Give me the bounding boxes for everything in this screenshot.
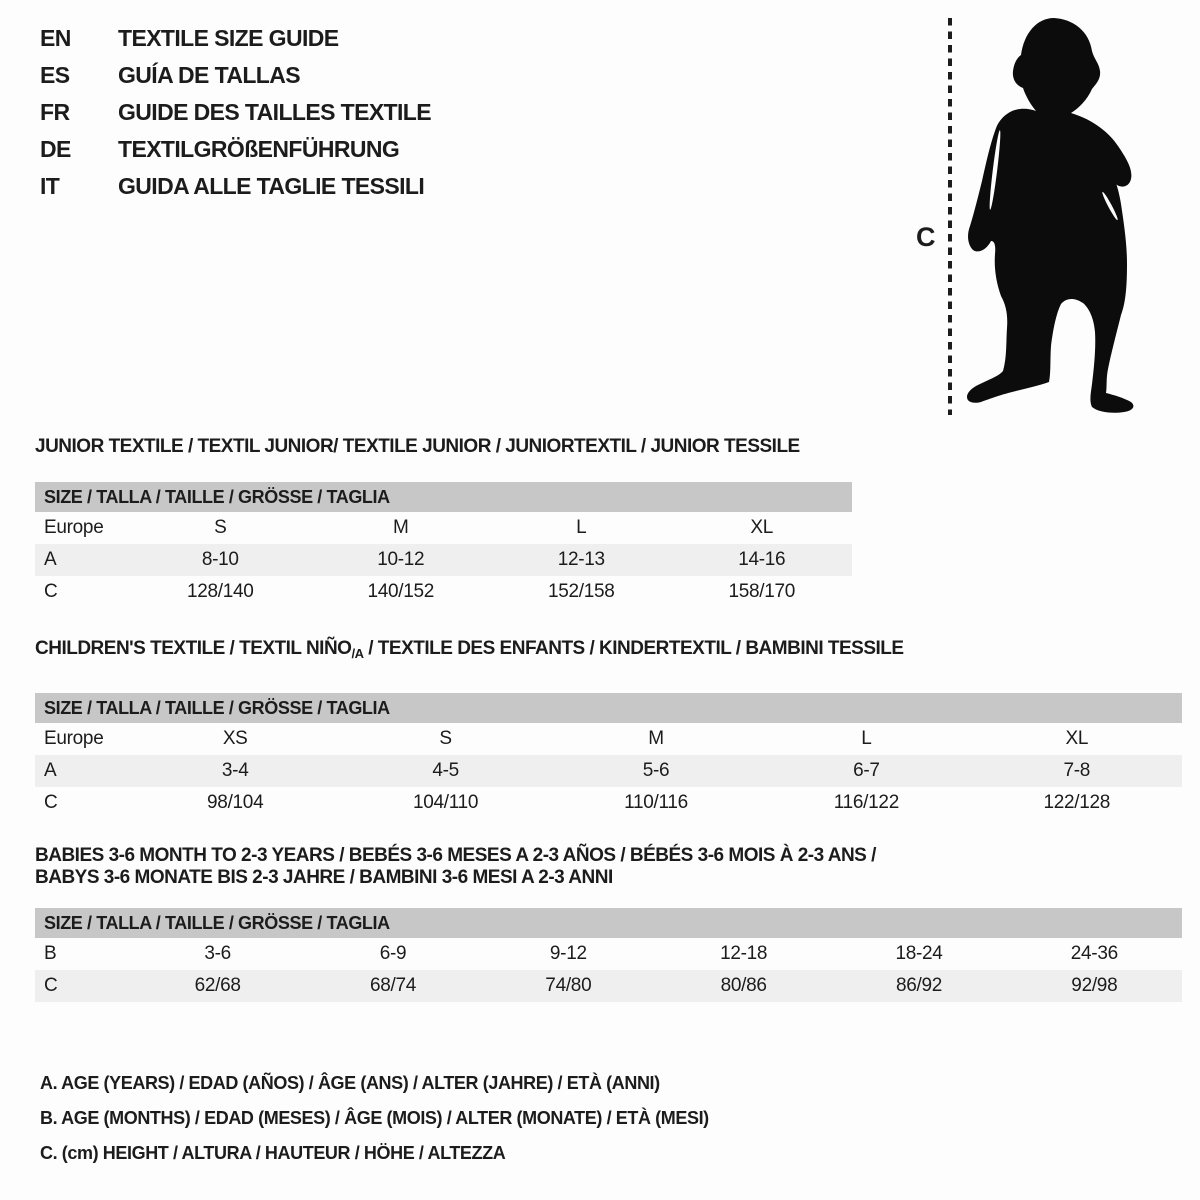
row-label: C xyxy=(44,975,58,996)
legend-age-years: A. AGE (YEARS) / EDAD (AÑOS) / ÂGE (ANS) / ALTER (JAHRE) / ETÀ (ANNI) xyxy=(40,1073,660,1093)
title-subscript: /A xyxy=(351,646,364,661)
title-line-1: BABIES 3-6 MONTH TO 2-3 YEARS / BEBÉS 3-6 MESES A 2-3 AÑOS / BÉBÉS 3-6 MOIS À 2-3 ANS / xyxy=(35,845,876,866)
table-row-age-years xyxy=(35,544,852,576)
row-label: A xyxy=(44,549,57,570)
language-title: GUIDA ALLE TAGLIE TESSILI xyxy=(118,173,425,199)
size-cell: 3-6 xyxy=(204,943,231,964)
size-cell: L xyxy=(576,517,587,538)
legend-age-months: B. AGE (MONTHS) / EDAD (MESES) / ÂGE (MOIS) / ALTER (MONATE) / ETÀ (MESI) xyxy=(40,1108,709,1128)
row-label: Europe xyxy=(44,728,104,749)
size-cell: 10-12 xyxy=(377,549,425,570)
size-table-junior xyxy=(35,482,852,608)
language-row xyxy=(40,168,431,205)
title-line-2: BABYS 3-6 MONATE BIS 2-3 JAHRE / BAMBINI 3-6 MESI A 2-3 ANNI xyxy=(35,867,613,888)
size-cell: 86/92 xyxy=(895,975,943,996)
size-cell: S xyxy=(439,728,452,749)
size-cell: 24-36 xyxy=(1070,943,1118,964)
size-cell: 5-6 xyxy=(642,760,670,781)
size-cell: 6-9 xyxy=(379,943,407,964)
size-cell: M xyxy=(648,728,664,749)
size-cell: 74/80 xyxy=(545,975,592,996)
size-cell: 110/116 xyxy=(624,792,688,813)
language-header xyxy=(40,20,431,205)
size-table-babies xyxy=(35,908,1182,1002)
size-cell: 7-8 xyxy=(1063,760,1091,781)
size-cell: XL xyxy=(750,517,774,538)
size-cell: 152/158 xyxy=(547,581,615,602)
size-cell: 80/86 xyxy=(720,975,767,996)
size-cell: XS xyxy=(222,728,248,749)
size-cell: 12-13 xyxy=(557,549,605,570)
table-row-height xyxy=(35,787,1182,819)
size-cell: 18-24 xyxy=(895,943,943,964)
size-cell: M xyxy=(392,517,409,538)
table-header-bar: SIZE / TALLA / TAILLE / GRÖSSE / TAGLIA xyxy=(35,908,1182,938)
language-code: IT xyxy=(40,173,60,199)
size-cell: 62/68 xyxy=(194,975,241,996)
language-code: ES xyxy=(40,62,70,88)
size-cell: L xyxy=(861,728,872,749)
size-cell: 116/122 xyxy=(833,792,899,813)
size-cell: XL xyxy=(1065,728,1089,749)
height-label-c: C xyxy=(916,222,936,252)
language-title: GUIDE DES TAILLES TEXTILE xyxy=(118,99,431,125)
title-text: / TEXTILE DES ENFANTS / KINDERTEXTIL / BAMBINI TESSILE xyxy=(363,638,904,659)
language-row xyxy=(40,94,431,131)
language-row xyxy=(40,57,431,94)
size-cell: 122/128 xyxy=(1043,792,1111,813)
baby-silhouette-icon xyxy=(967,18,1133,413)
language-title: TEXTILGRÖßENFÜHRUNG xyxy=(118,136,400,162)
size-table-children xyxy=(35,693,1182,819)
size-cell: 92/98 xyxy=(1071,975,1118,996)
section-title xyxy=(35,638,1182,665)
table-header-bar: SIZE / TALLA / TAILLE / GRÖSSE / TAGLIA xyxy=(35,482,852,512)
size-cell: 4-5 xyxy=(432,760,459,781)
section-title: JUNIOR TEXTILE / TEXTIL JUNIOR/ TEXTILE JUNIOR / JUNIORTEXTIL / JUNIOR TESSILE xyxy=(35,436,800,457)
language-row xyxy=(40,131,431,168)
baby-figure xyxy=(900,10,1160,422)
size-cell: 98/104 xyxy=(207,792,264,813)
section-title xyxy=(35,845,1182,889)
size-cell: 140/152 xyxy=(367,581,435,602)
row-label: C xyxy=(44,792,58,813)
title-text: CHILDREN'S TEXTILE / TEXTIL NIÑO xyxy=(35,638,352,659)
section-children xyxy=(35,638,1182,819)
language-code: EN xyxy=(40,25,71,51)
language-title: TEXTILE SIZE GUIDE xyxy=(118,25,339,51)
legend-height: C. (cm) HEIGHT / ALTURA / HAUTEUR / HÖHE / ALTEZZA xyxy=(40,1143,506,1163)
language-title: GUÍA DE TALLAS xyxy=(118,62,300,88)
table-row-europe xyxy=(35,723,1182,755)
size-cell: 128/140 xyxy=(186,581,254,602)
size-cell: 9-12 xyxy=(549,943,587,964)
language-code: DE xyxy=(40,136,71,162)
table-header-bar: SIZE / TALLA / TAILLE / GRÖSSE / TAGLIA xyxy=(35,693,1182,723)
size-cell: 158/170 xyxy=(728,581,796,602)
table-row-height xyxy=(35,970,1182,1002)
language-code: FR xyxy=(40,99,70,125)
table-row-height xyxy=(35,576,852,608)
size-cell: 12-18 xyxy=(720,943,768,964)
section-junior xyxy=(35,436,852,608)
size-cell: 3-4 xyxy=(221,760,249,781)
size-cell: 104/110 xyxy=(413,792,479,813)
row-label: A xyxy=(44,760,57,781)
language-row xyxy=(40,20,431,57)
row-label: Europe xyxy=(44,517,104,538)
table-row-age-months xyxy=(35,938,1182,970)
legend xyxy=(40,1066,709,1171)
size-cell: S xyxy=(214,517,227,538)
size-cell: 6-7 xyxy=(853,760,880,781)
size-cell: 14-16 xyxy=(738,549,786,570)
table-row-age-years xyxy=(35,755,1182,787)
row-label: C xyxy=(44,581,58,602)
size-cell: 68/74 xyxy=(369,975,417,996)
section-babies xyxy=(35,845,1182,1002)
row-label: B xyxy=(44,943,57,964)
size-cell: 8-10 xyxy=(201,549,239,570)
table-row-europe xyxy=(35,512,852,544)
